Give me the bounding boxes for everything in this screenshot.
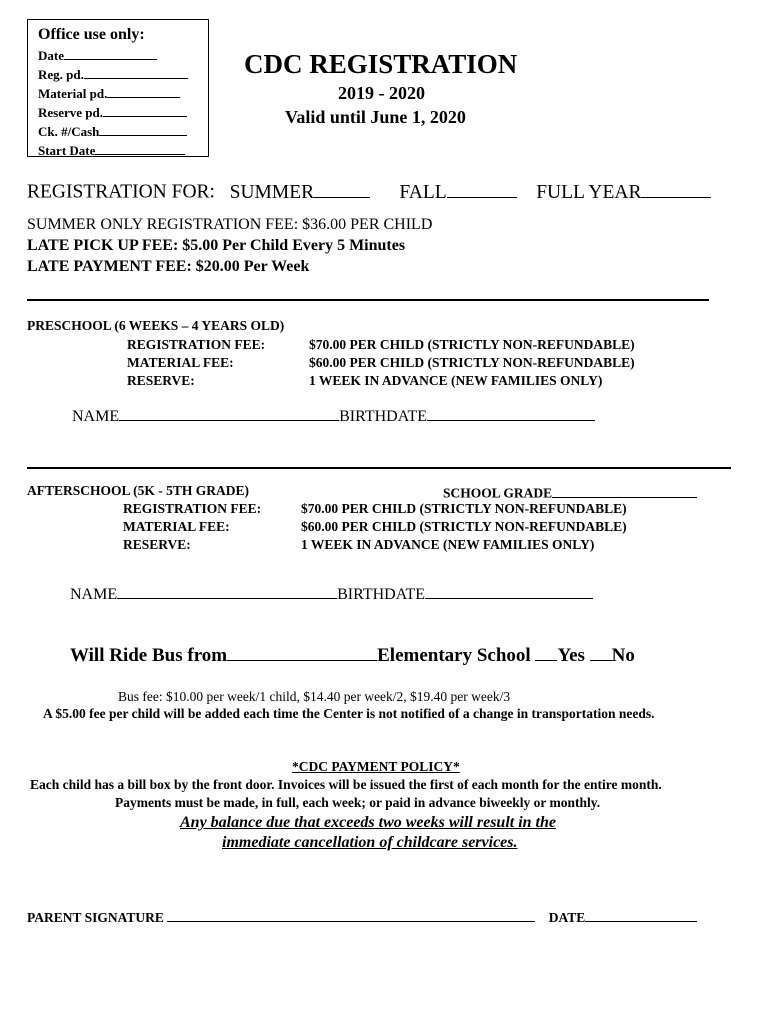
afterschool-name-field[interactable]: NAME: [70, 586, 337, 603]
option-full-year[interactable]: FULL YEAR: [536, 182, 711, 203]
bus-no-field[interactable]: No: [590, 645, 635, 666]
school-grade-field[interactable]: SCHOOL GRADE: [443, 483, 697, 502]
preschool-res-label: RESERVE:: [127, 373, 195, 388]
preschool-birthdate-field[interactable]: BIRTHDATE: [339, 408, 595, 425]
preschool-mat-value: $60.00 PER CHILD (STRICTLY NON-REFUNDABLE): [309, 355, 635, 370]
late-pickup-fee-text: LATE PICK UP FEE: $5.00 Per Child Every 5 Minutes: [27, 237, 406, 254]
parent-signature-field[interactable]: PARENT SIGNATURE: [27, 910, 535, 925]
afterschool-mat-value: $60.00 PER CHILD (STRICTLY NON-REFUNDABLE): [301, 519, 627, 534]
divider-2: [27, 467, 731, 469]
afterschool-res-value: 1 WEEK IN ADVANCE (NEW FAMILIES ONLY): [301, 537, 595, 552]
option-summer[interactable]: SUMMER: [230, 182, 371, 203]
office-use-box: [27, 19, 209, 157]
preschool-res-value: 1 WEEK IN ADVANCE (NEW FAMILIES ONLY): [309, 373, 603, 388]
school-year: 2019 - 2020: [338, 83, 425, 103]
bus-school-field[interactable]: Will Ride Bus from: [70, 645, 377, 666]
policy-title: *CDC PAYMENT POLICY*: [292, 759, 460, 774]
preschool-name-row: [72, 404, 595, 426]
preschool-reg-label: REGISTRATION FEE:: [127, 337, 266, 352]
office-field-date[interactable]: Date: [38, 46, 208, 65]
afterschool-mat-label: MATERIAL FEE:: [123, 519, 230, 534]
bus-fee-text: Bus fee: $10.00 per week/1 child, $14.40 per week/2, $19.40 per week/3: [118, 689, 511, 704]
bus-row: [70, 641, 635, 667]
policy-line-1: Each child has a bill box by the front door. Invoices will be issued the first of each month for the entire month.: [30, 777, 662, 792]
page-title: CDC REGISTRATION: [244, 49, 518, 79]
bus-school-label: Elementary School: [377, 645, 531, 666]
summer-fee-text: SUMMER ONLY REGISTRATION FEE: $36.00 PER CHILD: [27, 216, 433, 233]
late-payment-fee-text: LATE PAYMENT FEE: $20.00 Per Week: [27, 258, 310, 275]
signature-date-field[interactable]: DATE: [549, 910, 698, 925]
afterschool-title: AFTERSCHOOL (5K - 5TH GRADE): [27, 483, 250, 498]
bus-yes-field[interactable]: Yes: [535, 645, 584, 666]
policy-line-2: Payments must be made, in full, each week; or paid in advance biweekly or monthly.: [115, 795, 601, 810]
signature-row: [27, 907, 697, 926]
registration-for-label: REGISTRATION FOR:: [27, 181, 215, 203]
preschool-reg-value: $70.00 PER CHILD (STRICTLY NON-REFUNDABLE): [309, 337, 635, 352]
afterschool-reg-label: REGISTRATION FEE:: [123, 501, 262, 516]
office-field-material-pd[interactable]: Material pd.: [38, 84, 208, 103]
registration-for-row: [27, 177, 711, 204]
divider-1: [27, 299, 709, 301]
office-field-ck-cash[interactable]: Ck. #/Cash: [38, 122, 208, 141]
afterschool-name-row: [70, 582, 593, 604]
office-field-reserve-pd[interactable]: Reserve pd.: [38, 103, 208, 122]
afterschool-birthdate-field[interactable]: BIRTHDATE: [337, 586, 593, 603]
preschool-name-field[interactable]: NAME: [72, 408, 339, 425]
preschool-mat-label: MATERIAL FEE:: [127, 355, 234, 370]
office-field-reg-pd[interactable]: Reg. pd.: [38, 65, 208, 84]
office-field-start-date[interactable]: Start Date: [38, 141, 208, 160]
afterschool-reg-value: $70.00 PER CHILD (STRICTLY NON-REFUNDABLE): [301, 501, 627, 516]
valid-until: Valid until June 1, 2020: [285, 107, 466, 127]
afterschool-res-label: RESERVE:: [123, 537, 191, 552]
office-use-title: Office use only:: [38, 26, 145, 43]
bus-notice-text: A $5.00 fee per child will be added each time the Center is not notified of a change in transportation needs.: [43, 706, 655, 721]
preschool-title: PRESCHOOL (6 WEEKS – 4 YEARS OLD): [27, 318, 285, 333]
policy-warning-1: Any balance due that exceeds two weeks will result in the: [180, 814, 556, 831]
option-fall[interactable]: FALL: [399, 182, 516, 203]
policy-warning-2: immediate cancellation of childcare services.: [222, 834, 518, 851]
